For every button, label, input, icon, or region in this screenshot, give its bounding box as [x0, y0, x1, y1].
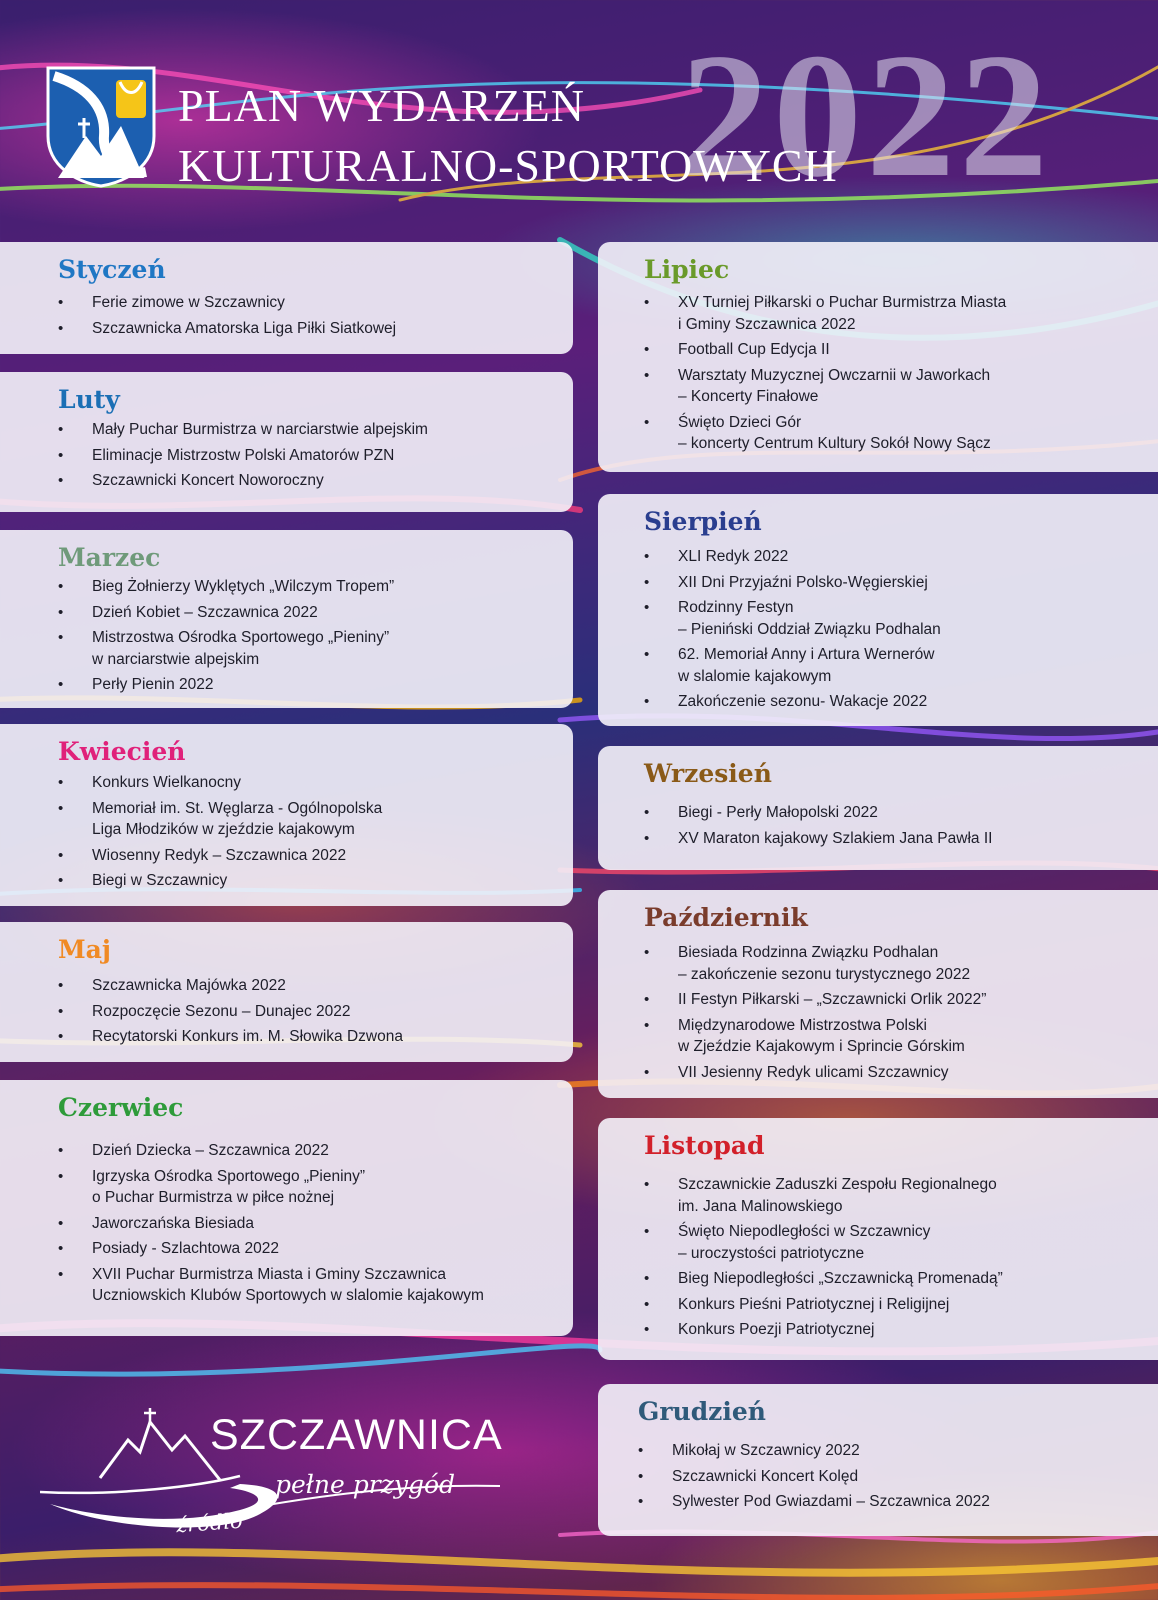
month-card-maj	[0, 922, 573, 1062]
event-item: • Szczawnicka Amatorska Liga Piłki Siatkowej	[58, 318, 396, 340]
event-item: • Football Cup Edycja II	[644, 339, 1006, 361]
logo-wordmark: SZCZAWNICA	[210, 1411, 503, 1459]
month-title: Lipiec	[644, 255, 730, 284]
coat-of-arms-icon	[46, 66, 156, 188]
event-item: • Eliminacje Mistrzostw Polski Amatorów PZN	[58, 445, 428, 467]
event-item: • Dzień Kobiet – Szczawnica 2022	[58, 602, 394, 624]
event-item: • Konkurs Wielkanocny	[58, 772, 382, 794]
event-item: • Rodzinny Festyn – Pieniński Oddział Związku Podhalan	[644, 597, 941, 640]
year-watermark: 2022	[680, 16, 1052, 214]
event-item: • Jaworczańska Biesiada	[58, 1213, 484, 1235]
event-list	[644, 1174, 1003, 1345]
event-list	[644, 546, 941, 717]
month-card-kwiecien	[0, 724, 573, 906]
month-card-luty	[0, 372, 573, 512]
event-item: • Dzień Dziecka – Szczawnica 2022	[58, 1140, 484, 1162]
logo-slogan: pełne przygód	[275, 1470, 456, 1499]
event-item: • Posiady - Szlachtowa 2022	[58, 1238, 484, 1260]
month-title: Czerwiec	[58, 1093, 184, 1122]
page-title-line2: KULTURALNO-SPORTOWYCH	[178, 140, 838, 191]
event-item: • II Festyn Piłkarski – „Szczawnicki Orlik 2022”	[644, 989, 986, 1011]
event-item: • Rozpoczęcie Sezonu – Dunajec 2022	[58, 1001, 403, 1023]
event-item: • Perły Pienin 2022	[58, 674, 394, 696]
event-item: • Igrzyska Ośrodka Sportowego „Pieniny” o Puchar Burmistrza w piłce nożnej	[58, 1166, 484, 1209]
month-card-wrzesien	[598, 746, 1158, 870]
event-item: • Konkurs Pieśni Patriotycznej i Religijnej	[644, 1294, 1003, 1316]
event-item: • Biegi w Szczawnicy	[58, 870, 382, 892]
event-item: • XV Turniej Piłkarski o Puchar Burmistrza Miasta i Gminy Szczawnica 2022	[644, 292, 1006, 335]
month-card-styczen	[0, 242, 573, 354]
month-card-grudzien	[598, 1384, 1158, 1536]
event-item: • Bieg Niepodległości „Szczawnicką Promenadą”	[644, 1268, 1003, 1290]
event-item: • Szczawnickie Zaduszki Zespołu Regionalnego im. Jana Malinowskiego	[644, 1174, 1003, 1217]
month-title: Styczeń	[58, 255, 166, 284]
event-item: • Mały Puchar Burmistrza w narciarstwie alpejskim	[58, 419, 428, 441]
event-item: • Sylwester Pod Gwiazdami – Szczawnica 2022	[638, 1491, 990, 1513]
event-item: • Zakończenie sezonu- Wakacje 2022	[644, 691, 941, 713]
logo-source-text: źródło	[175, 1508, 244, 1538]
event-item: • XV Maraton kajakowy Szlakiem Jana Pawła II	[644, 828, 992, 850]
event-item: • Biegi - Perły Małopolski 2022	[644, 802, 992, 824]
event-item: • Szczawnicki Koncert Noworoczny	[58, 470, 428, 492]
event-item: • Wiosenny Redyk – Szczawnica 2022	[58, 845, 382, 867]
event-item: • 62. Memoriał Anny i Artura Wernerów w slalomie kajakowym	[644, 644, 941, 687]
month-title: Grudzień	[638, 1397, 766, 1426]
event-item: • XLI Redyk 2022	[644, 546, 941, 568]
event-item: • Święto Niepodległości w Szczawnicy – uroczystości patriotyczne	[644, 1221, 1003, 1264]
event-item: • Recytatorski Konkurs im. M. Słowika Dzwona	[58, 1026, 403, 1048]
event-item: • Szczawnicka Majówka 2022	[58, 975, 403, 997]
month-card-czerwiec	[0, 1080, 573, 1336]
event-list	[58, 292, 396, 343]
event-item: • XII Dni Przyjaźni Polsko-Węgierskiej	[644, 572, 941, 594]
event-list	[644, 292, 1006, 459]
event-item: • Szczawnicki Koncert Kolęd	[638, 1466, 990, 1488]
month-title: Listopad	[644, 1131, 765, 1160]
event-list	[58, 576, 394, 700]
month-title: Luty	[58, 385, 120, 414]
event-list	[58, 419, 428, 496]
event-item: • Międzynarodowe Mistrzostwa Polski w Zjeździe Kajakowym i Sprincie Górskim	[644, 1015, 986, 1058]
event-item: • Memoriał im. St. Węglarza - Ogólnopolska Liga Młodzików w zjeździe kajakowym	[58, 798, 382, 841]
event-item: • VII Jesienny Redyk ulicami Szczawnicy	[644, 1062, 986, 1084]
month-title: Maj	[58, 935, 111, 964]
event-item: • Mistrzostwa Ośrodka Sportowego „Pieniny” w narciarstwie alpejskim	[58, 627, 394, 670]
month-card-sierpien	[598, 494, 1158, 726]
month-card-marzec	[0, 530, 573, 708]
month-title: Kwiecień	[58, 737, 186, 766]
month-card-pazdziernik	[598, 890, 1158, 1098]
page-title-line1: PLAN WYDARZEŃ	[178, 80, 585, 131]
event-item: • XVII Puchar Burmistrza Miasta i Gminy Szczawnica Uczniowskich Klubów Sportowych w slalomie kajakowym	[58, 1264, 484, 1307]
event-item: • Bieg Żołnierzy Wyklętych „Wilczym Tropem”	[58, 576, 394, 598]
event-list	[644, 942, 986, 1087]
event-item: • Święto Dzieci Gór – koncerty Centrum Kultury Sokół Nowy Sącz	[644, 412, 1006, 455]
event-list	[644, 802, 992, 853]
event-item: • Warsztaty Muzycznej Owczarnii w Jaworkach – Koncerty Finałowe	[644, 365, 1006, 408]
month-title: Październik	[644, 903, 808, 932]
header	[0, 0, 1158, 230]
month-title: Sierpień	[644, 507, 762, 536]
month-card-listopad	[598, 1118, 1158, 1360]
event-list	[58, 975, 403, 1052]
event-item: • Ferie zimowe w Szczawnicy	[58, 292, 396, 314]
month-card-lipiec	[598, 242, 1158, 472]
month-title: Marzec	[58, 543, 161, 572]
event-list	[638, 1440, 990, 1517]
event-item: • Mikołaj w Szczawnicy 2022	[638, 1440, 990, 1462]
event-list	[58, 772, 382, 896]
event-item: • Biesiada Rodzinna Związku Podhalan – zakończenie sezonu turystycznego 2022	[644, 942, 986, 985]
event-list	[58, 1140, 484, 1311]
month-title: Wrzesień	[644, 759, 772, 788]
event-item: • Konkurs Poezji Patriotycznej	[644, 1319, 1003, 1341]
